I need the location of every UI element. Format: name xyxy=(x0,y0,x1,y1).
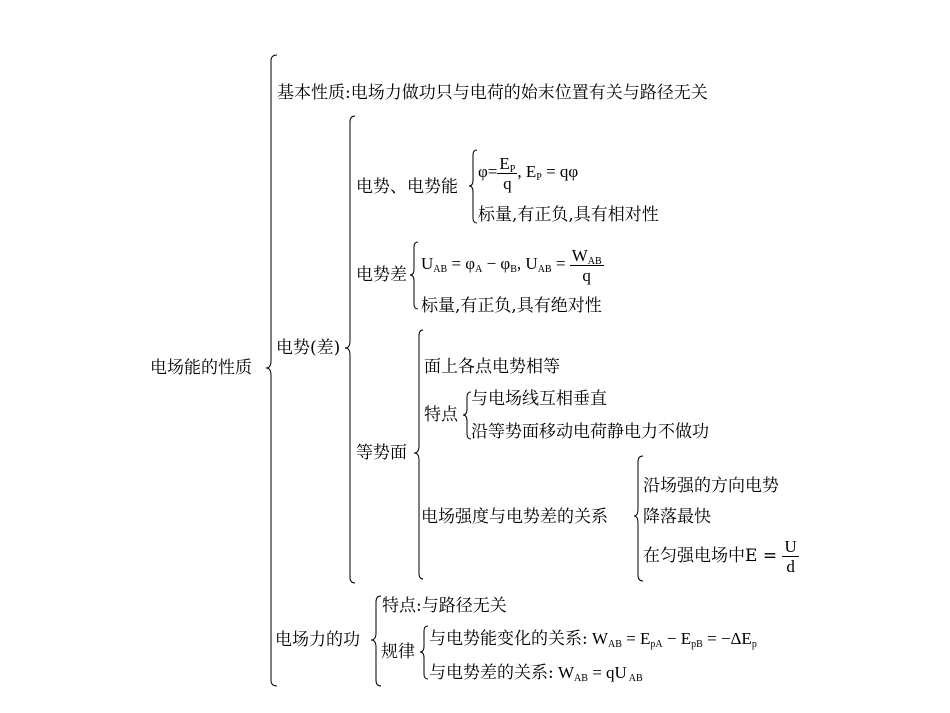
phi-fraction-denominator: q xyxy=(503,173,512,193)
eq-rel3-text: 在匀强电场中E = xyxy=(643,546,778,566)
law1-w: W xyxy=(587,629,609,648)
law2-eq: = qU xyxy=(587,663,627,682)
eq-rel1: 沿场强的方向电势 xyxy=(643,476,779,496)
eq-label: 等势面 xyxy=(356,443,407,463)
law1-end-sub: p xyxy=(751,639,757,650)
e-fraction xyxy=(782,537,798,576)
brace-pe xyxy=(469,150,477,223)
law2-text: 与电势差的关系: xyxy=(429,663,554,683)
law1-minus: − E xyxy=(662,629,692,648)
ep-symbol: E xyxy=(499,153,510,173)
pd-fraction xyxy=(570,246,604,285)
pe-property: 标量,有正负,具有相对性 xyxy=(478,205,659,225)
eq-feat2: 沿等势面移动电荷静电力不做功 xyxy=(471,422,709,442)
pd-formula xyxy=(421,244,604,285)
brace-eq-rel xyxy=(634,456,643,581)
ep-subscript: P xyxy=(509,163,516,175)
phi-a-subscript: A xyxy=(475,264,483,275)
basic-label: 基本性质: xyxy=(277,83,351,103)
pd-minus: − φ xyxy=(482,254,511,273)
pd-fraction-numerator xyxy=(570,246,604,266)
brace-work-law xyxy=(420,626,428,679)
law1-eq: = E xyxy=(621,629,651,648)
law1-rest: = −ΔE xyxy=(702,629,752,648)
law2-w: W xyxy=(553,663,575,682)
brace-eq-feat xyxy=(463,392,471,439)
law2-w-sub: AB xyxy=(574,673,588,684)
u2-subscript: AB xyxy=(537,264,552,275)
work-feat-text: 与路径无关 xyxy=(421,596,507,616)
e-fraction-denominator: d xyxy=(786,557,795,576)
basic-text: 电场力做功只与电荷的始末位置有关与路径无关 xyxy=(350,83,708,103)
pd-eq1: = φ xyxy=(447,254,476,273)
eq-feat-label: 特点 xyxy=(424,405,458,425)
w-symbol: W xyxy=(571,245,588,265)
brace-pd xyxy=(410,242,418,309)
law1-formula xyxy=(588,629,757,648)
work-law-label: 规律 xyxy=(381,642,415,662)
work-feat-label: 特点: xyxy=(382,596,422,616)
brace-eq xyxy=(414,330,423,579)
w-subscript: AB xyxy=(587,255,602,267)
potential-label: 电势(差) xyxy=(276,338,341,358)
phi-fraction-numerator xyxy=(497,154,517,174)
work-law1 xyxy=(429,629,757,649)
pd-fraction-denominator: q xyxy=(582,265,591,285)
phi-eq: φ= xyxy=(478,162,498,181)
ep-sep: , E xyxy=(517,162,537,181)
work-feature xyxy=(382,596,507,616)
eq-rel-label: 电场强度与电势差的关系 xyxy=(421,507,608,527)
ep-rest: = qφ xyxy=(541,162,579,181)
u-subscript: AB xyxy=(433,264,448,275)
pd-eq2: = xyxy=(551,254,570,273)
brace-potential xyxy=(345,116,355,583)
pd-property: 标量,有正负,具有绝对性 xyxy=(421,296,602,316)
phi-fraction xyxy=(497,154,517,193)
law2-u-sub: AB xyxy=(626,673,643,684)
eq-rel3 xyxy=(643,536,799,576)
pe-label: 电势、电势能 xyxy=(356,177,458,197)
law1-epb-sub: pB xyxy=(691,639,703,650)
pe-formula xyxy=(478,152,578,193)
ep-sub2: P xyxy=(536,172,542,183)
work-law2 xyxy=(429,663,643,683)
pd-label: 电势差 xyxy=(356,265,407,285)
e-fraction-numerator: U xyxy=(784,537,797,556)
eq-item1: 面上各点电势相等 xyxy=(424,357,560,377)
brace-work xyxy=(371,596,381,686)
basic-property xyxy=(277,83,708,103)
law2-formula xyxy=(554,663,643,682)
brace-root xyxy=(266,55,277,686)
law1-epa-sub: pA xyxy=(650,639,663,650)
phi-b-subscript: B xyxy=(510,264,517,275)
pd-sep: , U xyxy=(516,254,538,273)
law1-text: 与电势能变化的关系: xyxy=(429,629,588,649)
eq-rel2: 降落最快 xyxy=(643,507,711,527)
root-label: 电场能的性质 xyxy=(150,358,252,378)
law1-w-sub: AB xyxy=(608,639,622,650)
u-symbol: U xyxy=(421,254,434,273)
eq-feat1: 与电场线互相垂直 xyxy=(471,389,607,409)
work-label: 电场力的功 xyxy=(275,630,360,650)
